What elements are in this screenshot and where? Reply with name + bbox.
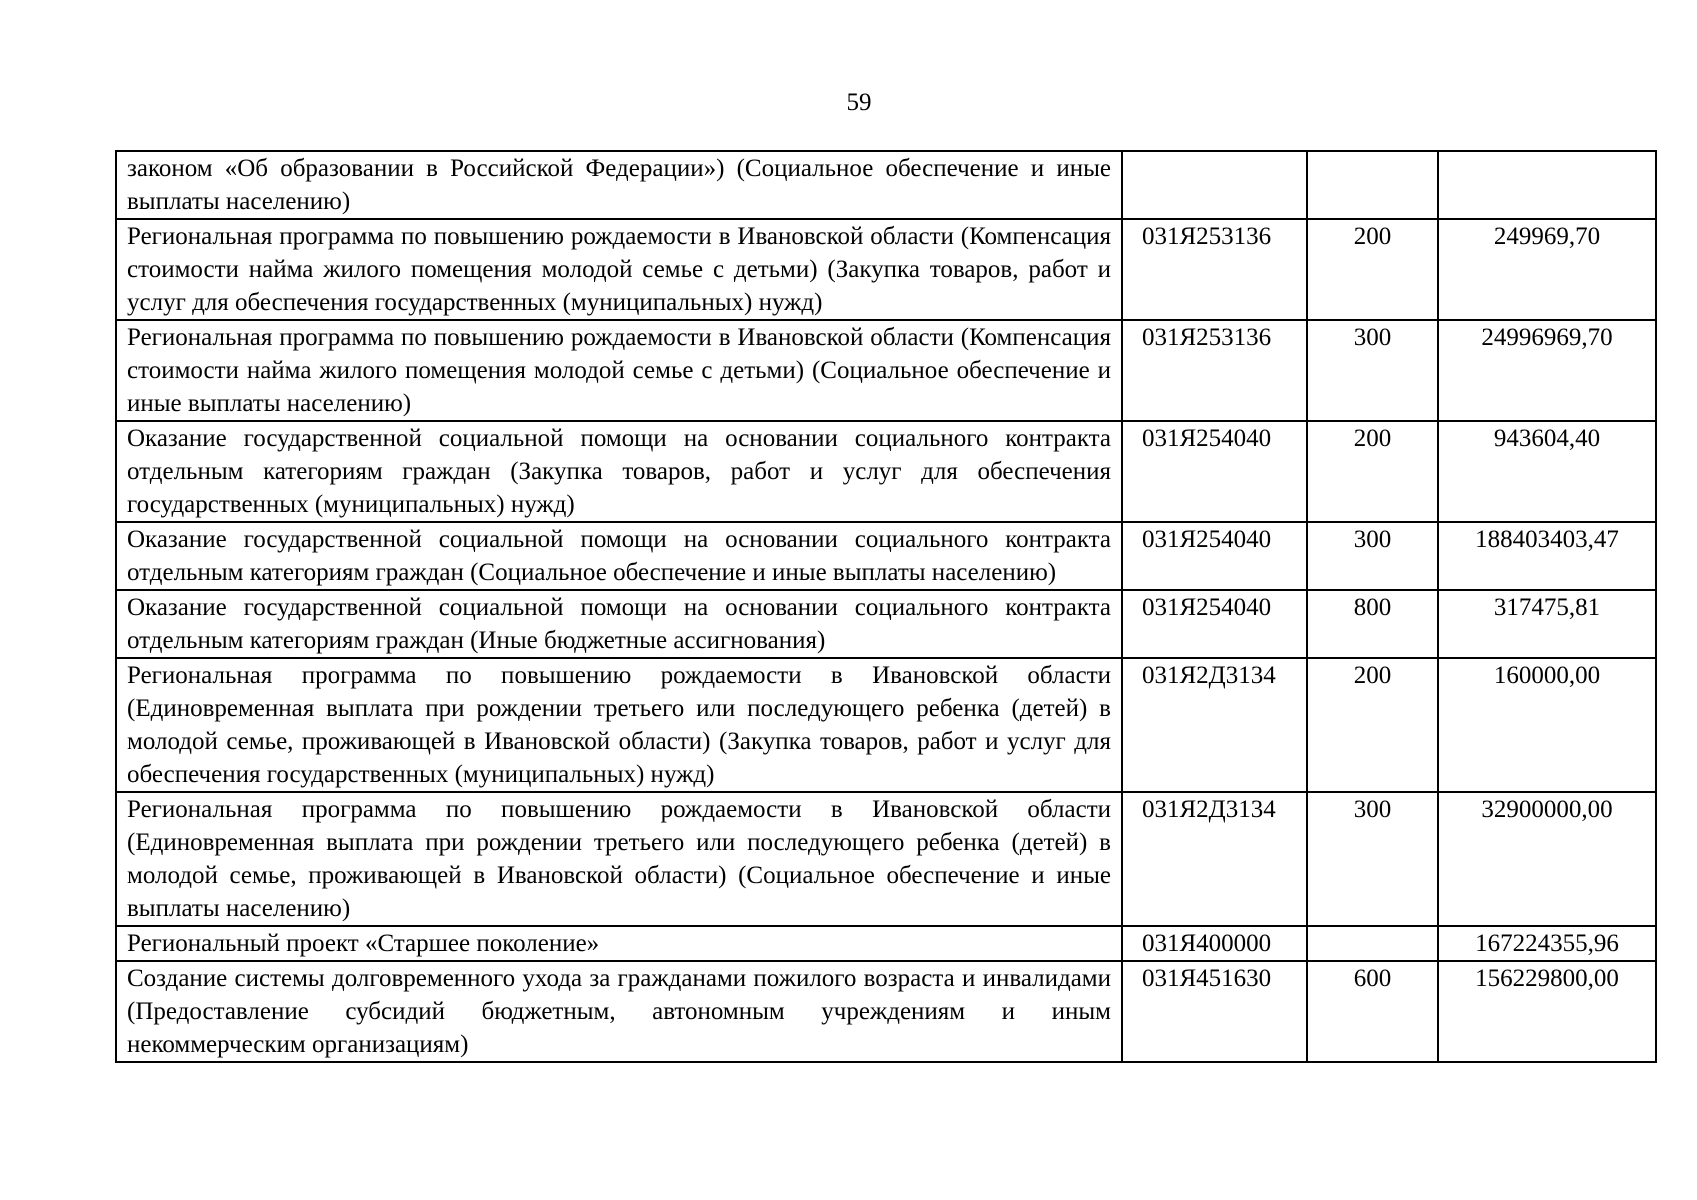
table-row bbox=[116, 151, 1656, 219]
row-amount: 156229800,00 bbox=[1438, 961, 1656, 1062]
row-expense-type bbox=[1307, 926, 1438, 961]
row-expense-type: 800 bbox=[1307, 590, 1438, 658]
row-description: законом «Об образовании в Российской Федерации») (Социальное обеспечение и иные выплаты населению) bbox=[116, 151, 1122, 219]
row-amount: 188403403,47 bbox=[1438, 522, 1656, 590]
row-amount: 32900000,00 bbox=[1438, 792, 1656, 926]
row-amount: 317475,81 bbox=[1438, 590, 1656, 658]
row-amount: 167224355,96 bbox=[1438, 926, 1656, 961]
row-expense-type: 300 bbox=[1307, 522, 1438, 590]
row-expense-type: 300 bbox=[1307, 792, 1438, 926]
row-expense-type: 200 bbox=[1307, 219, 1438, 320]
row-description: Региональная программа по повышению рождаемости в Ивановской области (Компенсация стоимости найма жилого помещения молодой семье с детьми) (Закупка товаров, работ и услуг для обеспечения государственных (муниципальных) нужд) bbox=[116, 219, 1122, 320]
row-description: Оказание государственной социальной помощи на основании социального контракта отдельным категориям граждан (Социальное обеспечение и иные выплаты населению) bbox=[116, 522, 1122, 590]
row-expense-type: 200 bbox=[1307, 658, 1438, 792]
row-target-code: 031Я451630 bbox=[1122, 961, 1307, 1062]
row-description: Региональная программа по повышению рождаемости в Ивановской области (Единовременная выплата при рождении третьего или последующего ребенка (детей) в молодой семье, проживающей в Ивановской области) (Социальное обеспечение и иные выплаты населению) bbox=[116, 792, 1122, 926]
row-amount: 943604,40 bbox=[1438, 421, 1656, 522]
row-target-code: 031Я253136 bbox=[1122, 219, 1307, 320]
table-row bbox=[116, 320, 1656, 421]
table-row bbox=[116, 219, 1656, 320]
row-amount bbox=[1438, 151, 1656, 219]
row-target-code: 031Я254040 bbox=[1122, 590, 1307, 658]
row-expense-type: 200 bbox=[1307, 421, 1438, 522]
row-amount: 249969,70 bbox=[1438, 219, 1656, 320]
row-target-code bbox=[1122, 151, 1307, 219]
table-row bbox=[116, 792, 1656, 926]
table-row bbox=[116, 522, 1656, 590]
row-target-code: 031Я253136 bbox=[1122, 320, 1307, 421]
row-target-code: 031Я254040 bbox=[1122, 421, 1307, 522]
row-description: Оказание государственной социальной помощи на основании социального контракта отдельным категориям граждан (Закупка товаров, работ и услуг для обеспечения государственных (муниципальных) нужд) bbox=[116, 421, 1122, 522]
row-target-code: 031Я400000 bbox=[1122, 926, 1307, 961]
row-description: Оказание государственной социальной помощи на основании социального контракта отдельным категориям граждан (Иные бюджетные ассигнования) bbox=[116, 590, 1122, 658]
row-description: Региональная программа по повышению рождаемости в Ивановской области (Единовременная выплата при рождении третьего или последующего ребенка (детей) в молодой семье, проживающей в Ивановской области) (Закупка товаров, работ и услуг для обеспечения государственных (муниципальных) нужд) bbox=[116, 658, 1122, 792]
row-expense-type: 600 bbox=[1307, 961, 1438, 1062]
table-row bbox=[116, 658, 1656, 792]
budget-table bbox=[115, 150, 1657, 1063]
row-description: Создание системы долговременного ухода за гражданами пожилого возраста и инвалидами (Предоставление субсидий бюджетным, автономным учреждениям и иным некоммерческим организациям) bbox=[116, 961, 1122, 1062]
page-number: 59 bbox=[846, 89, 872, 116]
row-target-code: 031Я254040 bbox=[1122, 522, 1307, 590]
table-row bbox=[116, 421, 1656, 522]
table-row bbox=[116, 961, 1656, 1062]
table-row bbox=[116, 926, 1656, 961]
row-description: Региональная программа по повышению рождаемости в Ивановской области (Компенсация стоимости найма жилого помещения молодой семье с детьми) (Социальное обеспечение и иные выплаты населению) bbox=[116, 320, 1122, 421]
row-amount: 24996969,70 bbox=[1438, 320, 1656, 421]
row-expense-type bbox=[1307, 151, 1438, 219]
row-description: Региональный проект «Старшее поколение» bbox=[116, 926, 1122, 961]
row-amount: 160000,00 bbox=[1438, 658, 1656, 792]
row-target-code: 031Я2Д3134 bbox=[1122, 658, 1307, 792]
row-target-code: 031Я2Д3134 bbox=[1122, 792, 1307, 926]
row-expense-type: 300 bbox=[1307, 320, 1438, 421]
table-row bbox=[116, 590, 1656, 658]
